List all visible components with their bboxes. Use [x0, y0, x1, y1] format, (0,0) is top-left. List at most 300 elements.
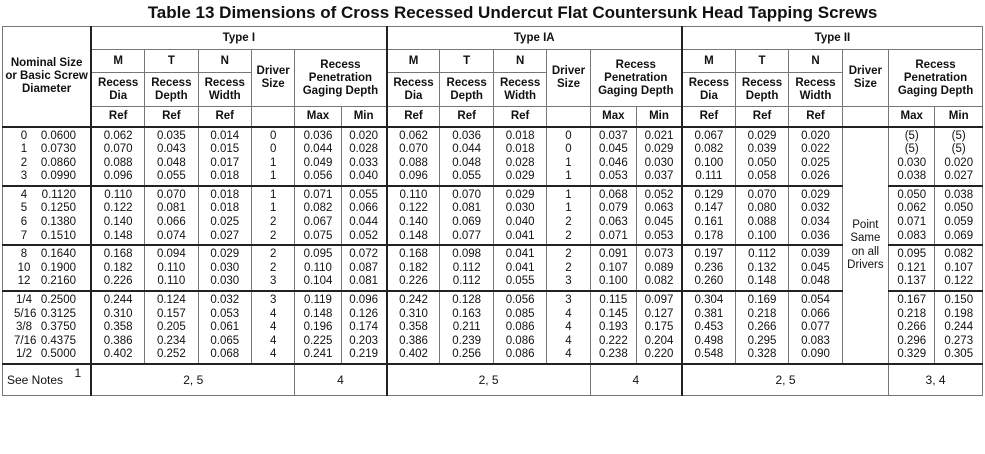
cell-value: 0.096 [349, 294, 378, 307]
cell-value: 0.122 [944, 275, 974, 288]
cell-value: 0.038 [897, 170, 927, 183]
cell-value: 0.038 [944, 188, 974, 201]
cell-value: 4 [565, 307, 572, 320]
driver-size-cell [251, 245, 294, 291]
type-i-header: Type I [91, 27, 386, 50]
nominal-size-cell [3, 291, 92, 364]
cell-value: 0.087 [349, 261, 378, 274]
pen-min-cell [341, 291, 386, 364]
recess-depth-header: Recess Depth [145, 73, 198, 107]
cell-value: 3 [269, 275, 277, 288]
cell-value: 0.132 [747, 261, 777, 274]
cell-value: 0.055 [452, 170, 482, 183]
cell-value: 0.070 [747, 188, 777, 201]
pen-max-cell [590, 291, 636, 364]
cell-value: 0.219 [349, 348, 378, 361]
cell-value: 0.111 [695, 170, 723, 183]
cell-value: 0.226 [399, 275, 428, 288]
cell-value: 0.256 [452, 348, 482, 361]
cell-value: 0.242 [399, 294, 428, 307]
cell-value: 0.068 [598, 188, 628, 201]
t-header: T [735, 50, 788, 73]
cell-value: 0.097 [644, 294, 674, 307]
cell-value: 0.037 [644, 170, 674, 183]
cell-value: 1 [565, 188, 572, 201]
cell-value: 0.094 [156, 248, 186, 261]
cell-value: 0.178 [694, 229, 724, 242]
cell-value: 2 [269, 248, 277, 261]
cell-value: 0.110 [157, 275, 186, 288]
cell-value: 0.182 [399, 261, 428, 274]
cell-value: 0.052 [644, 188, 674, 201]
cell-value: 0.049 [303, 156, 333, 169]
cell-value: 0.041 [505, 229, 535, 242]
recess-width-cell [198, 245, 251, 291]
cell-value: 0.054 [801, 294, 830, 307]
cell-value: 0.022 [801, 143, 830, 156]
cell-value: 0.048 [801, 275, 830, 288]
recess-width-header: Recess Width [493, 73, 546, 107]
nominal-size-header: Nominal Size or Basic Screw Diameter [3, 27, 92, 127]
cell-value: 0.081 [349, 275, 378, 288]
cell-value: 0.305 [944, 348, 974, 361]
driver-blank [547, 107, 590, 127]
m-header: M [682, 50, 735, 73]
cell-value: 0.196 [303, 321, 333, 334]
cell-value: 0.244 [103, 294, 133, 307]
cell-value: 0.082 [694, 143, 724, 156]
size-number: 5/16 [14, 307, 37, 320]
cell-value: 0.205 [156, 321, 186, 334]
driver-size-cell [547, 291, 590, 364]
size-number: 12 [17, 275, 31, 288]
cell-value: 0.029 [505, 188, 535, 201]
cell-value: 0.030 [897, 156, 927, 169]
type-ia-header: Type IA [387, 27, 682, 50]
recess-dia-cell [387, 127, 440, 186]
pen-max-cell [889, 186, 935, 245]
cell-value: 0.040 [505, 216, 535, 229]
cell-value: 0.030 [210, 261, 240, 274]
cell-value: 2 [565, 229, 572, 242]
cell-value: 0.033 [349, 156, 378, 169]
recess-width-cell [493, 245, 546, 291]
recess-penetration-header: Recess Penetration Gaging Depth [590, 50, 682, 107]
max-header: Max [590, 107, 636, 127]
cell-value: 0.168 [103, 248, 133, 261]
cell-value: 0.062 [897, 202, 927, 215]
cell-value: 0.066 [349, 202, 378, 215]
n-header: N [789, 50, 842, 73]
recess-width-header: Recess Width [789, 73, 842, 107]
cell-value: 0.239 [452, 334, 482, 347]
pen-min-cell [637, 186, 682, 245]
cell-value: 0.069 [452, 216, 482, 229]
cell-value: 0.075 [303, 229, 333, 242]
driver-size-header: Driver Size [842, 50, 888, 107]
cell-value: 0.032 [210, 294, 240, 307]
cell-value: 4 [269, 348, 277, 361]
recess-depth-cell [735, 186, 788, 245]
cell-value: 0.018 [505, 143, 535, 156]
cell-value: 0.295 [747, 334, 777, 347]
cell-value: 0.044 [349, 216, 378, 229]
cell-value: 0 [269, 129, 277, 142]
cell-value: 0.081 [156, 202, 186, 215]
cell-value: 0.029 [210, 248, 240, 261]
recess-depth-cell [735, 291, 788, 364]
cell-value: 1 [269, 188, 277, 201]
nominal-size-cell [3, 245, 92, 291]
cell-value: 0.053 [598, 170, 628, 183]
cell-value: 0.126 [349, 307, 378, 320]
type-ii-dims-notes: 2, 5 [682, 364, 889, 396]
cell-value: 0.077 [452, 229, 482, 242]
cell-value: 0.029 [747, 129, 777, 142]
pen-min-cell [341, 245, 386, 291]
cell-value: 0.082 [944, 248, 974, 261]
max-header: Max [889, 107, 935, 127]
cell-value: 0.086 [505, 334, 535, 347]
cell-value: 4 [269, 321, 277, 334]
cell-value: 0.115 [599, 294, 628, 307]
size-diameter: 0.1640 [40, 248, 76, 261]
cell-value: 0.498 [694, 334, 724, 347]
size-diameter: 0.4375 [40, 334, 76, 347]
cell-value: 0.032 [801, 202, 830, 215]
recess-width-cell [789, 291, 842, 364]
cell-value: 0.100 [747, 229, 777, 242]
min-header: Min [341, 107, 386, 127]
recess-dia-cell [387, 186, 440, 245]
cell-value: 0.083 [801, 334, 830, 347]
cell-value: 0.050 [897, 188, 927, 201]
cell-value: 0.386 [399, 334, 428, 347]
cell-value: 0.252 [156, 348, 186, 361]
cell-value: 0.127 [644, 307, 674, 320]
cell-value: 0.161 [694, 216, 724, 229]
cell-value: 0.036 [452, 129, 482, 142]
type-ia-pen-notes: 4 [590, 364, 682, 396]
cell-value: 1 [565, 170, 572, 183]
pen-max-cell [889, 291, 935, 364]
nominal-size-cell [3, 127, 92, 186]
cell-value: 0.029 [505, 170, 535, 183]
cell-value: 0.069 [944, 229, 974, 242]
cell-value: 0.104 [303, 275, 333, 288]
cell-value: 1 [269, 156, 277, 169]
notes-row [3, 364, 983, 396]
cell-value: 0.220 [644, 348, 674, 361]
size-number: 5 [20, 202, 28, 215]
cell-value: 0.096 [103, 170, 133, 183]
type-ii-header: Type II [682, 27, 983, 50]
size-diameter: 0.3750 [40, 321, 76, 334]
cell-value: 0.241 [303, 348, 333, 361]
cell-value: 0.020 [349, 129, 378, 142]
pen-max-cell [590, 186, 636, 245]
driver-size-cell [547, 245, 590, 291]
cell-value: 2 [269, 229, 277, 242]
cell-value: 0.096 [399, 170, 428, 183]
cell-value: 0.027 [210, 229, 240, 242]
cell-value: 0.140 [103, 216, 133, 229]
cell-value: 0.358 [399, 321, 428, 334]
cell-value: 0.148 [399, 229, 428, 242]
cell-value: 0.128 [452, 294, 482, 307]
size-diameter: 0.2500 [40, 294, 76, 307]
cell-value: 0.026 [801, 170, 830, 183]
cell-value: 0.080 [747, 202, 777, 215]
cell-value: 0.129 [694, 188, 724, 201]
n-header: N [198, 50, 251, 73]
max-header: Max [295, 107, 341, 127]
cell-value: 0.073 [644, 248, 674, 261]
pen-min-cell [637, 127, 682, 186]
cell-value: 0.039 [801, 248, 830, 261]
cell-value: 0.225 [303, 334, 333, 347]
cell-value: 0.048 [156, 156, 186, 169]
cell-value: 0.063 [598, 216, 628, 229]
type-i-pen-notes: 4 [295, 364, 387, 396]
cell-value: 0.028 [505, 156, 535, 169]
size-diameter: 0.0990 [40, 170, 76, 183]
pen-max-cell [295, 245, 341, 291]
size-number: 1/2 [16, 348, 32, 361]
cell-value: 1 [269, 202, 277, 215]
min-header: Min [637, 107, 682, 127]
cell-value: 0.081 [452, 202, 482, 215]
cell-value: 0.110 [157, 261, 186, 274]
cell-value: 2 [565, 261, 572, 274]
cell-value: 0.168 [399, 248, 428, 261]
table-row [3, 245, 983, 291]
size-diameter: 0.0860 [40, 156, 76, 169]
ref-header: Ref [91, 107, 144, 127]
recess-dia-cell [682, 291, 735, 364]
pen-max-cell [295, 186, 341, 245]
cell-value: 0.157 [156, 307, 186, 320]
recess-depth-cell [440, 245, 493, 291]
cell-value: 0.088 [747, 216, 777, 229]
size-number: 8 [20, 248, 28, 261]
table-row [3, 186, 983, 245]
ref-header: Ref [493, 107, 546, 127]
driver-size-cell [547, 127, 590, 186]
cell-value: 0.089 [644, 261, 674, 274]
recess-width-cell [493, 186, 546, 245]
cell-value: 0.074 [156, 229, 186, 242]
cell-value: 0.055 [349, 188, 378, 201]
cell-value: 1 [269, 170, 277, 183]
cell-value: 0.100 [598, 275, 628, 288]
recess-dia-cell [387, 245, 440, 291]
cell-value: 0.043 [156, 143, 186, 156]
size-number: 1 [20, 143, 28, 156]
m-header: M [387, 50, 440, 73]
cell-value: (5) [951, 129, 966, 142]
cell-value: 0.238 [598, 348, 628, 361]
cell-value: 0.260 [694, 275, 724, 288]
cell-value: 0.107 [944, 261, 974, 274]
cell-value: 0.148 [103, 229, 133, 242]
cell-value: 0.328 [747, 348, 777, 361]
cell-value: 0.027 [944, 170, 974, 183]
cell-value: 0.193 [598, 321, 628, 334]
cell-value: 0.067 [303, 216, 333, 229]
m-header: M [91, 50, 144, 73]
recess-width-header: Recess Width [198, 73, 251, 107]
pen-min-cell [935, 127, 983, 186]
cell-value: 0.163 [452, 307, 482, 320]
recess-width-cell [198, 291, 251, 364]
see-notes-label [3, 364, 92, 396]
cell-value: 0.296 [897, 334, 927, 347]
cell-value: 0.218 [747, 307, 777, 320]
cell-value: 0.063 [644, 202, 674, 215]
cell-value: 0.167 [897, 294, 927, 307]
recess-width-cell [198, 186, 251, 245]
pen-min-cell [637, 291, 682, 364]
driver-size-cell [251, 291, 294, 364]
size-diameter: 0.1120 [41, 188, 76, 201]
cell-value: 0.244 [944, 321, 974, 334]
recess-dia-cell [682, 127, 735, 186]
ref-header: Ref [440, 107, 493, 127]
cell-value: 0.029 [801, 188, 830, 201]
cell-value: 0.386 [103, 334, 133, 347]
driver-blank [251, 107, 294, 127]
cell-value: 0.273 [944, 334, 974, 347]
cell-value: 0.107 [598, 261, 628, 274]
cell-value: 0.122 [103, 202, 133, 215]
recess-depth-header: Recess Depth [735, 73, 788, 107]
recess-depth-cell [735, 127, 788, 186]
cell-value: 3 [565, 294, 572, 307]
recess-dia-cell [91, 245, 144, 291]
cell-value: 0.329 [897, 348, 927, 361]
cell-value: 0.203 [349, 334, 378, 347]
cell-value: 0.029 [644, 143, 674, 156]
cell-value: 0.086 [505, 348, 535, 361]
cell-value: 0.050 [944, 202, 974, 215]
cell-value: 0.137 [897, 275, 927, 288]
cell-value: 0.150 [944, 294, 974, 307]
cell-value: 0.066 [801, 307, 830, 320]
size-diameter: 0.5000 [40, 348, 76, 361]
cell-value: 0.036 [801, 229, 830, 242]
cell-value: 0.053 [644, 229, 674, 242]
cell-value: 0.056 [505, 294, 535, 307]
cell-value: (5) [904, 143, 919, 156]
cell-value: 0.148 [303, 307, 333, 320]
size-diameter: 0.1250 [40, 202, 76, 215]
cell-value: 0.030 [210, 275, 240, 288]
cell-value: 0.036 [303, 129, 333, 142]
cell-value: 0.034 [801, 216, 830, 229]
cell-value: 0.077 [801, 321, 830, 334]
recess-depth-header: Recess Depth [440, 73, 493, 107]
pen-max-cell [295, 127, 341, 186]
size-number: 2 [20, 156, 28, 169]
cell-value: 0.025 [801, 156, 830, 169]
cell-value: 0.140 [399, 216, 428, 229]
recess-dia-cell [91, 127, 144, 186]
cell-value: 0.055 [156, 170, 186, 183]
cell-value: 0.222 [598, 334, 628, 347]
table-row [3, 291, 983, 364]
cell-value: 0.067 [694, 129, 724, 142]
cell-value: 0.070 [399, 143, 428, 156]
recess-depth-cell [440, 186, 493, 245]
cell-value: 0.204 [644, 334, 674, 347]
dimensions-table [2, 26, 983, 396]
cell-value: 0.095 [897, 248, 927, 261]
table-header [3, 27, 983, 127]
cell-value: 0 [269, 143, 277, 156]
size-number: 7 [20, 229, 28, 242]
table-body [3, 127, 983, 396]
ref-header: Ref [198, 107, 251, 127]
cell-value: 0.079 [598, 202, 628, 215]
see-notes-text: See Notes [7, 372, 64, 387]
cell-value: 0.068 [210, 348, 240, 361]
cell-value: 0.234 [156, 334, 186, 347]
cell-value: 0.148 [747, 275, 777, 288]
size-number: 1/4 [16, 294, 32, 307]
pen-min-cell [341, 127, 386, 186]
type-ii-pen-notes: 3, 4 [889, 364, 983, 396]
pen-min-cell [935, 186, 983, 245]
cell-value: 0.070 [452, 188, 482, 201]
cell-value: (5) [904, 129, 919, 142]
cell-value: 0.402 [399, 348, 428, 361]
size-diameter: 0.0600 [40, 129, 76, 142]
cell-value: 1 [565, 202, 572, 215]
cell-value: 0.110 [399, 188, 428, 201]
driver-size-header: Driver Size [547, 50, 590, 107]
cell-value: 0.018 [210, 170, 240, 183]
cell-value: 0.548 [694, 348, 724, 361]
t-header: T [440, 50, 493, 73]
cell-value: 3 [565, 275, 572, 288]
cell-value: 0.071 [598, 229, 628, 242]
ref-header: Ref [145, 107, 198, 127]
cell-value: 0.053 [210, 307, 240, 320]
cell-value: 0.037 [598, 129, 628, 142]
cell-value: 2 [269, 216, 277, 229]
cell-value: 0.055 [505, 275, 535, 288]
cell-value: 0.310 [399, 307, 428, 320]
cell-value: 0.145 [598, 307, 628, 320]
nominal-size-cell [3, 186, 92, 245]
cell-value: 0.381 [694, 307, 724, 320]
cell-value: 0.197 [694, 248, 724, 261]
cell-value: 0.065 [210, 334, 240, 347]
cell-value: 0.035 [156, 129, 186, 142]
cell-value: 0.050 [747, 156, 777, 169]
cell-value: 0.198 [944, 307, 974, 320]
cell-value: 0.017 [210, 156, 240, 169]
cell-value: 0.028 [349, 143, 378, 156]
cell-value: 0.021 [644, 129, 674, 142]
recess-depth-cell [145, 127, 198, 186]
note-ref: 1 [74, 365, 82, 380]
recess-width-cell [789, 245, 842, 291]
table-row [3, 127, 983, 186]
driver-size-header: Driver Size [251, 50, 294, 107]
cell-value: 0.018 [505, 129, 535, 142]
